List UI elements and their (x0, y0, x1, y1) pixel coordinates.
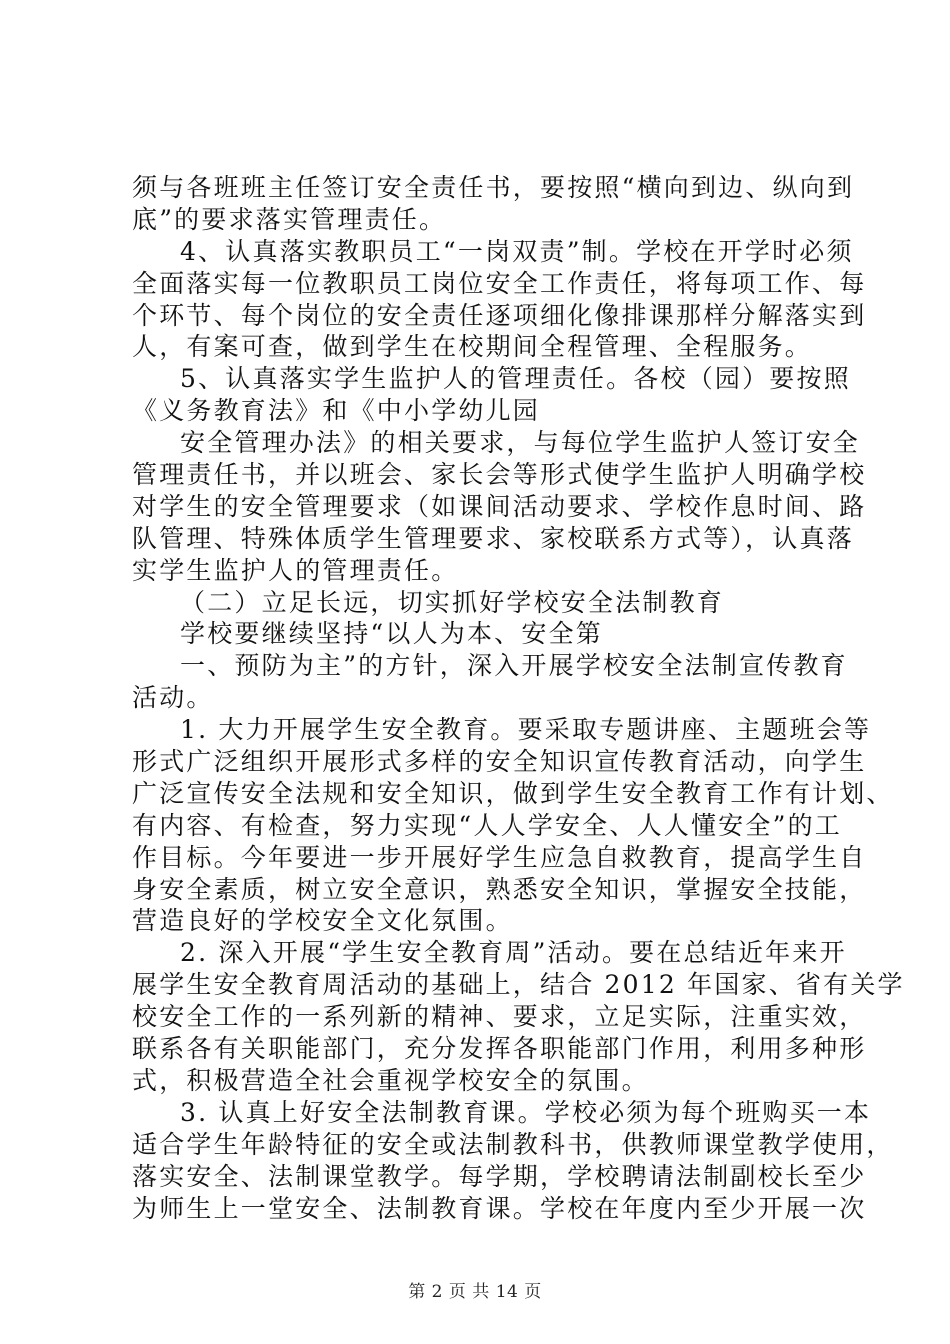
text-line: 5、认真落实学生监护人的管理责任。各校（园）要按照 (180, 364, 851, 394)
text-line: 营造良好的学校安全文化氛围。 (132, 906, 513, 936)
text-line: 3. 认真上好安全法制教育课。学校必须为每个班购买一本 (180, 1097, 872, 1127)
text-line: 对学生的安全管理要求（如课间活动要求、学校作息时间、路 (132, 491, 867, 521)
text-line: 校安全工作的一系列新的精神、要求，立足实际，注重实效， (132, 1002, 867, 1032)
section-heading: （二）立足长远，切实抓好学校安全法制教育 (180, 587, 725, 617)
text-line: 活动。 (132, 683, 214, 713)
text-line: 须与各班班主任签订安全责任书，要按照“横向到边、纵向到 (132, 173, 855, 202)
text-line: 作目标。今年要进一步开展好学生应急自救教育，提高学生自 (132, 842, 867, 872)
text-line: 形式广泛组织开展形式多样的安全知识宣传教育活动，向学生 (132, 747, 867, 777)
page-number-footer: 第 2 页 共 14 页 (408, 1282, 542, 1302)
text-line: 全面落实每一位教职员工岗位安全工作责任，将每项工作、每 (132, 268, 867, 298)
text-line: 广泛宣传安全法规和安全知识，做到学生安全教育工作有计划、 (132, 778, 894, 808)
text-line: 安全管理办法》的相关要求，与每位学生监护人签订安全 (180, 428, 861, 458)
text-line: 4、认真落实教职员工“一岗双责”制。学校在开学时必须 (180, 236, 854, 266)
text-line: 2. 深入开展“学生安全教育周”活动。要在总结近年来开 (180, 938, 847, 968)
text-line: 式，积极营造全社会重视学校安全的氛围。 (132, 1065, 649, 1095)
text-line: 落实安全、法制课堂教学。每学期，学校聘请法制副校长至少 (132, 1161, 867, 1191)
text-line: 人，有案可查，做到学生在校期间全程管理、全程服务。 (132, 332, 813, 362)
text-line: 适合学生年龄特征的安全或法制教科书，供教师课堂教学使用， (132, 1129, 894, 1159)
text-line: 联系各有关职能部门，充分发挥各职能部门作用，利用多种形 (132, 1034, 867, 1064)
text-line: 个环节、每个岗位的安全责任逐项细化像排课那样分解落实到 (132, 300, 867, 330)
text-line: 一、预防为主”的方针，深入开展学校安全法制宣传教育 (180, 651, 848, 681)
text-line: 《义务教育法》和《中小学幼儿园 (132, 396, 541, 426)
text-line: 管理责任书，并以班会、家长会等形式使学生监护人明确学校 (132, 460, 867, 490)
text-line: 为师生上一堂安全、法制教育课。学校在年度内至少开展一次 (132, 1193, 867, 1223)
text-line: 有内容、有检查，努力实现“人人学安全、人人懂安全”的工 (132, 810, 842, 840)
document-body (132, 172, 905, 1224)
text-line: 实学生监护人的管理责任。 (132, 555, 459, 585)
text-line: 1. 大力开展学生安全教育。要采取专题讲座、主题班会等 (180, 715, 872, 745)
text-line: 身安全素质，树立安全意识，熟悉安全知识，掌握安全技能， (132, 874, 867, 904)
text-line: 队管理、特殊体质学生管理要求、家校联系方式等），认真落 (132, 523, 854, 553)
text-line: 底”的要求落实管理责任。 (132, 204, 447, 234)
text-line: 学校要继续坚持“以人为本、安全第 (180, 619, 603, 649)
text-line: 展学生安全教育周活动的基础上，结合 2012 年国家、省有关学 (132, 970, 905, 1000)
